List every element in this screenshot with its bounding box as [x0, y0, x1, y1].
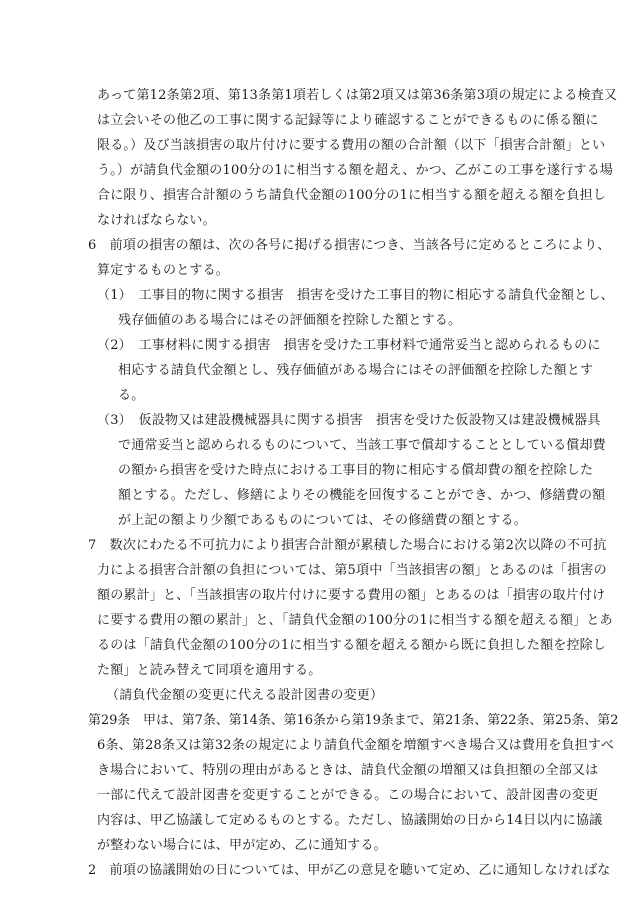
text-line: あって第12条第2項、第13条第1項若しくは第2項又は第36条第3項の規定による検査又	[97, 88, 618, 103]
text-line: に要する費用の額の累計」と、「請負代金額の100分の1に相当する額を超える額」とあ	[97, 613, 613, 628]
article-29-heading: （請負代金額の変更に代える設計図書の変更）	[106, 688, 384, 703]
text-line: 額の累計」と、「当該損害の取片付けに要する費用の額」とあるのは「損害の取片付け	[97, 588, 606, 603]
text-line: う。）が請負代金額の100分の1に相当する額を超え、かつ、乙がこの工事を遂行する場	[97, 163, 614, 178]
item-3-first-line: （3） 仮設物又は建設機械器具に関する損害 損害を受けた仮設物又は建設機械器具	[97, 413, 601, 428]
text-line: なければならない。	[97, 213, 216, 228]
text-line: 残存価値のある場合にはその評価額を控除した額とする。	[118, 313, 462, 328]
text-line: た額」と読み替えて同項を適用する。	[97, 663, 322, 678]
text-line: の額から損害を受けた時点における工事目的物に相応する償却費の額を控除した	[118, 463, 594, 478]
text-line: が整わない場合には、甲が定め、乙に通知する。	[97, 838, 387, 853]
article-29-first-line: 第29条 甲は、第7条、第14条、第16条から第19条まで、第21条、第22条、第25条、第2	[88, 713, 619, 728]
text-line: 一部に代えて設計図書を変更することができる。この場合において、設計図書の変更	[97, 788, 599, 803]
item-1-first-line: （1） 工事目的物に関する損害 損害を受けた工事目的物に相応する請負代金額とし、	[97, 288, 614, 303]
text-line: 力による損害合計額の負担については、第5項中「当該損害の額」とあるのは「損害の	[97, 563, 607, 578]
text-line: 6条、第28条又は第32条の規定により請負代金額を増額すべき場合又は費用を負担すべ	[97, 738, 615, 753]
paragraph-2-first-line: 2 前項の協議開始の日については、甲が乙の意見を聴いて定め、乙に通知しなければな	[88, 863, 611, 878]
paragraph-6-first-line: 6 前項の損害の額は、次の各号に掲げる損害につき、当該各号に定めるところにより、	[88, 238, 611, 253]
text-line: が上記の額より少額であるものについては、その修繕費の額とする。	[118, 513, 527, 528]
text-line: で通常妥当と認められるものについて、当該工事で償却することとしている償却費	[118, 438, 606, 453]
text-line: は立会いその他乙の工事に関する記録等により確認することができるものに係る額に	[97, 113, 599, 128]
text-line: 合に限り、損害合計額のうち請負代金額の100分の1に相当する額を超える額を負担し	[97, 188, 607, 203]
text-line: るのは「請負代金額の100分の1に相当する額を超える額から既に負担した額を控除し	[97, 638, 607, 653]
text-line: る。	[118, 388, 145, 403]
text-line: 内容は、甲乙協議して定めるものとする。ただし、協議開始の日から14日以内に協議	[97, 813, 603, 828]
text-line: 相応する請負代金額とし、残存価値がある場合にはその評価額を控除した額とす	[118, 363, 594, 378]
item-2-first-line: （2） 工事材料に関する損害 損害を受けた工事材料で通常妥当と認められるものに	[97, 338, 601, 353]
text-line: 限る。）及び当該損害の取片付けに要する費用の額の合計額（以下「損害合計額」とい	[97, 138, 606, 153]
text-line: き場合において、特別の理由があるときは、請負代金額の増額又は負担額の全部又は	[97, 763, 599, 778]
text-line: 額とする。ただし、修繕によりその機能を回復することができ、かつ、修繕費の額	[118, 488, 606, 503]
text-line: 算定するものとする。	[97, 263, 230, 278]
paragraph-7-first-line: 7 数次にわたる不可抗力により損害合計額が累積した場合における第2次以降の不可抗	[88, 538, 607, 553]
